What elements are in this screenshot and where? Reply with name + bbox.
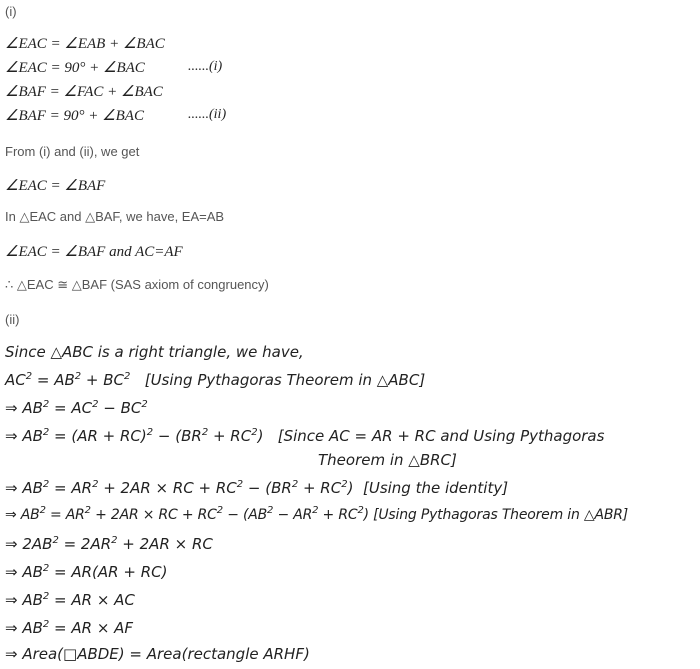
step-1-reason: [Using Pythagoras Theorem in △ABC] [144,371,426,389]
equation-tag-i: ......(i) [188,59,223,74]
equation-baf-sum: ∠BAF = ∠FAC + ∠BAC [5,84,163,100]
in-triangles-text: In △EAC and △BAF, we have, EA=AB [5,209,225,224]
equation-angle-and-sides: ∠EAC = ∠BAF and AC=AF [5,244,183,260]
step-3-reason-continued: Theorem in △BRC] [318,451,457,469]
step-8: ⇒ $AB^2$ = AR × AC [5,591,135,609]
equation-tag-ii: ......(ii) [188,107,227,122]
step-3: ⇒ $AB^2 = (AR + RC)^2 - (BR^2 + RC^2)$ [Since AC = AR + RC and Using Pythagoras [5,427,605,445]
step-4: ⇒ $AB^2 = AR^2 + 2AR$ × RC + $RC^2 - (BR^2 + RC^2)$ [Using the identity] [5,479,509,497]
equation-baf-90: ∠BAF = 90° + ∠BAC [5,108,144,124]
part-i-label: (i) [5,4,17,19]
step-5-reason: [Using Pythagoras Theorem in △ABR] [373,507,629,523]
step-2: ⇒ $AB^2 = AC^2 - BC^2$ [5,399,148,417]
step-1: $AC^2 = AB^2 + BC^2$ [Using Pythagoras Theorem in △ABC] [5,371,426,389]
equation-eac-baf: ∠EAC = ∠BAF [5,178,106,194]
since-right-triangle: Since △ABC is a right triangle, we have, [5,343,304,361]
step-7: ⇒ $AB^2 = AR(AR + RC)$ [5,563,168,581]
equation-eac-sum: ∠EAC = ∠EAB + ∠BAC [5,36,165,52]
step-10-area: ⇒ Area(□ABDE) = Area(rectangle ARHF) [5,645,310,663]
step-6: ⇒ $2AB^2 = 2AR^2 + 2AR$ × RC [5,535,213,553]
part-ii-label: (ii) [5,312,20,327]
step-3-reason: [Since AC = AR + RC and Using Pythagoras [277,427,605,445]
step-4-reason: [Using the identity] [362,479,509,497]
step-9: ⇒ $AB^2$ = AR × AF [5,619,134,637]
step-5: ⇒ $AB^2 = AR^2 + 2AR$ × RC + $RC^2 - (AB^2 - AR^2 + RC^2)$ [Using Pythagoras Theorem in △ABR] [5,505,629,523]
equation-eac-90: ∠EAC = 90° + ∠BAC [5,60,145,76]
therefore-congruency: ∴ △EAC ≅ △BAF (SAS axiom of congruency) [5,277,269,292]
from-text: From (i) and (ii), we get [5,144,140,159]
